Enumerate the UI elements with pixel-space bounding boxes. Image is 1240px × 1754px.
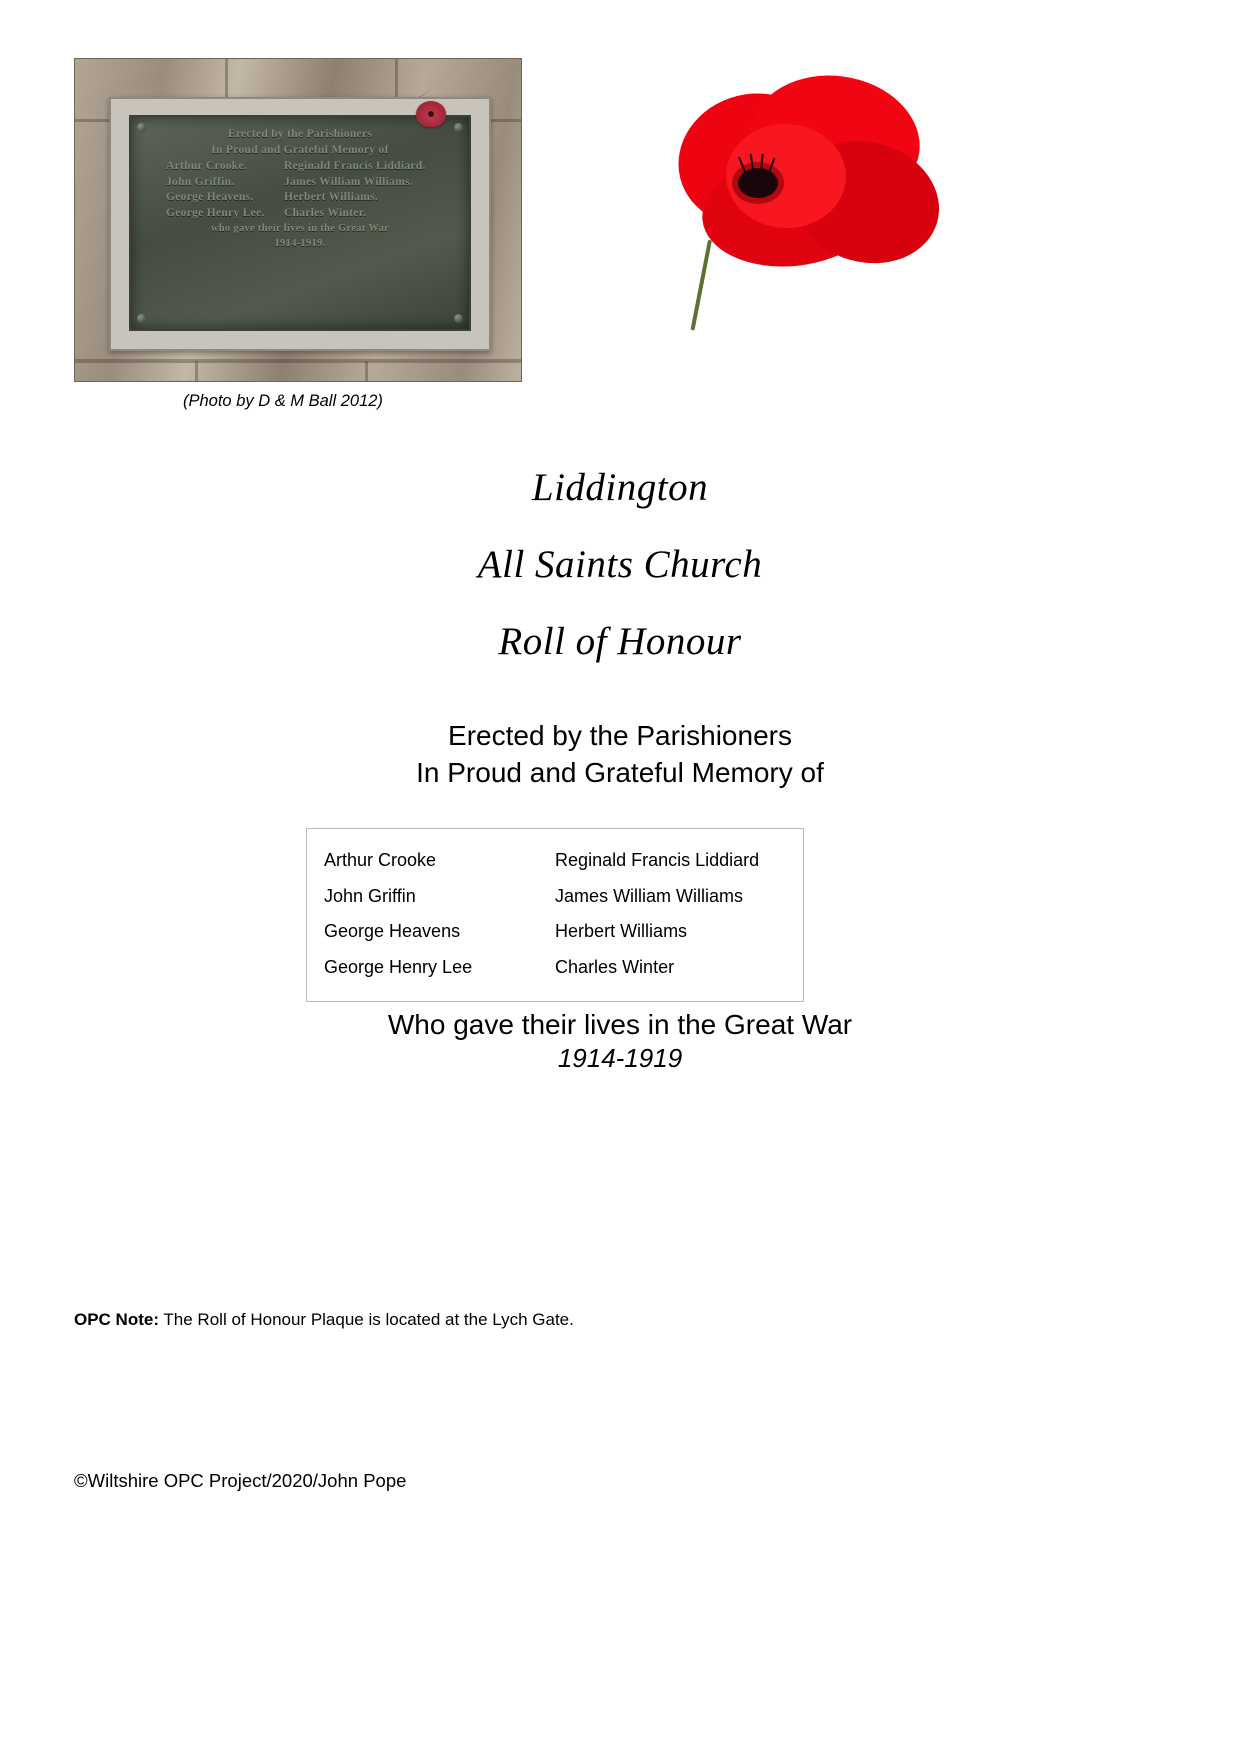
stone-mortar-line (365, 361, 368, 381)
poppy-illustration (672, 72, 962, 334)
plaque-name-right: Reginald Francis Liddiard. (284, 159, 426, 172)
plaque-name-row (131, 206, 469, 222)
opc-note-label: OPC Note: (74, 1310, 159, 1329)
remembrance-poppy-icon (416, 101, 446, 127)
plaque-stone-frame (109, 97, 491, 351)
title-line-church: All Saints Church (477, 543, 763, 586)
opc-note (74, 1310, 574, 1330)
table-row (307, 950, 803, 986)
dedication-line-2: In Proud and Grateful Memory of (416, 756, 824, 788)
plaque-bolt-icon (137, 314, 146, 323)
name-cell: James William Williams (555, 885, 744, 906)
opc-note-text: The Roll of Honour Plaque is located at the Lych Gate. (159, 1310, 574, 1329)
names-table (306, 828, 804, 1002)
stone-mortar-line (75, 359, 521, 363)
plaque-name-row (131, 159, 469, 175)
photo-caption: (Photo by D & M Ball 2012) (183, 392, 383, 410)
table-row (307, 879, 803, 915)
plaque-line-1: Erected by the Parishioners (227, 128, 373, 140)
table-row (307, 914, 803, 950)
plaque-name-left: George Heavens. (166, 191, 254, 204)
plaque-bolt-icon (137, 123, 146, 132)
name-cell: John Griffin (324, 885, 416, 906)
closing-block (0, 1008, 1240, 1074)
dedication-line-1: Erected by the Parishioners (448, 720, 792, 751)
table-row (307, 843, 803, 879)
name-cell: George Henry Lee (324, 956, 473, 977)
plaque-bronze-panel (129, 115, 471, 331)
dedication-block (0, 718, 1240, 792)
plaque-name-left: John Griffin. (166, 175, 235, 188)
name-cell: Herbert Williams (555, 921, 688, 942)
plaque-name-right: James William Williams. (284, 175, 414, 188)
plaque-name-row (131, 190, 469, 206)
plaque-name-row (131, 175, 469, 191)
name-cell: George Heavens (324, 921, 461, 942)
page-title (0, 468, 1240, 661)
stone-mortar-line (195, 361, 198, 381)
title-line-place: Liddington (531, 466, 709, 509)
plaque-name-right: Charles Winter. (284, 207, 367, 220)
plaque-line-2: In Proud and Grateful Memory of (211, 143, 389, 156)
poppy-center (738, 168, 778, 198)
plaque-bolt-icon (454, 123, 463, 132)
name-cell: Arthur Crooke (324, 850, 437, 870)
plaque-line-3: who gave their lives in the Great War (210, 223, 390, 235)
plaque-line-4: 1914-1919. (274, 237, 326, 249)
name-cell: Reginald Francis Liddiard (555, 850, 760, 870)
poppy-stem (690, 240, 711, 331)
footer-credit: ©Wiltshire OPC Project/2020/John Pope (74, 1470, 407, 1491)
title-line-roll: Roll of Honour (498, 620, 742, 663)
closing-years: 1914-1919 (557, 1042, 683, 1073)
memorial-plaque-photo (74, 58, 522, 382)
plaque-name-left: George Henry Lee. (166, 207, 265, 220)
closing-line: Who gave their lives in the Great War (387, 1009, 853, 1040)
plaque-name-right: Herbert Williams. (284, 191, 379, 204)
plaque-name-left: Arthur Crooke. (166, 159, 248, 172)
plaque-bolt-icon (454, 314, 463, 323)
name-cell: Charles Winter (555, 956, 675, 977)
